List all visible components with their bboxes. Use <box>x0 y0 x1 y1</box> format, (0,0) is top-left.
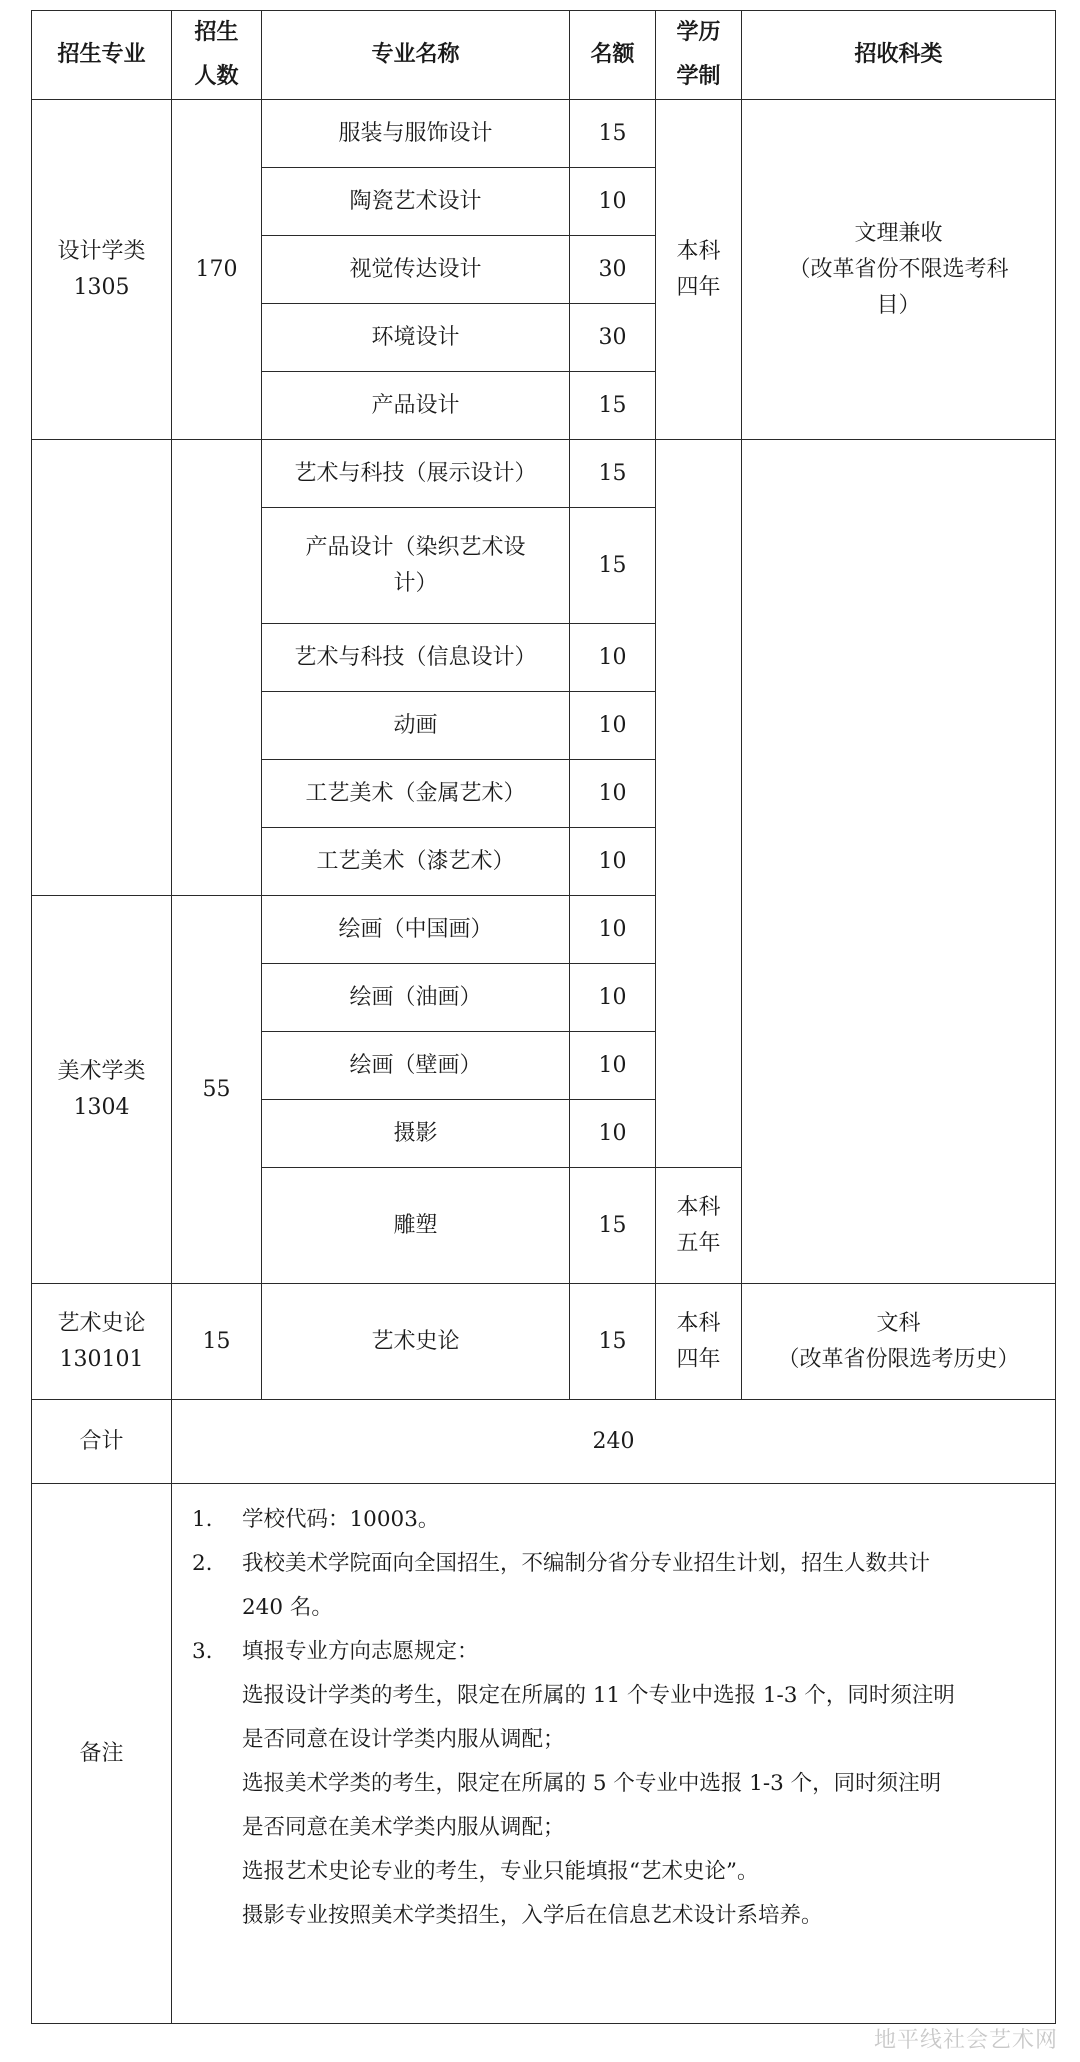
watermark: 地平线社会艺术网 <box>873 2028 1058 2053</box>
specialty-name: 艺术与科技（展示设计） <box>262 440 570 508</box>
specialty-name: 产品设计 <box>262 372 570 440</box>
art-history-total: 15 <box>172 1284 262 1400</box>
specialty-quota: 10 <box>570 828 656 896</box>
remark-line: 选报艺术史论专业的考生，专业只能填报“艺术史论”。 <box>242 1859 759 1884</box>
header-duration: 学历 学制 <box>656 11 742 100</box>
specialty-name: 摄影 <box>262 1100 570 1168</box>
specialty-quota: 15 <box>570 372 656 440</box>
design-duration: 本科 四年 <box>656 100 742 440</box>
specialty-quota: 10 <box>570 1100 656 1168</box>
specialty-quota: 15 <box>570 1284 656 1400</box>
shared-duration-cell <box>656 440 742 1168</box>
specialty-quota: 10 <box>570 1032 656 1100</box>
specialty-quota: 10 <box>570 964 656 1032</box>
specialty-quota: 10 <box>570 624 656 692</box>
specialty-quota: 10 <box>570 168 656 236</box>
remarks-row <box>32 1484 1056 2024</box>
design-continuation-group-cell <box>32 440 172 896</box>
specialty-name: 艺术史论 <box>262 1284 570 1400</box>
total-row <box>32 1400 1056 1484</box>
shared-category-cell <box>742 440 1056 1284</box>
specialty-name: 雕塑 <box>262 1168 570 1284</box>
specialty-quota: 15 <box>570 100 656 168</box>
header-enrollment: 招生 人数 <box>172 11 262 100</box>
table-row <box>32 440 1056 508</box>
specialty-quota: 15 <box>570 440 656 508</box>
remarks-label: 备注 <box>32 1484 172 2024</box>
header-subject-category: 招收科类 <box>742 11 1056 100</box>
specialty-quota: 30 <box>570 236 656 304</box>
remark-line: 240 名。 <box>242 1595 333 1620</box>
remark-line: 3. 填报专业方向志愿规定： <box>192 1639 479 1664</box>
remark-line: 2. 我校美术学院面向全国招生，不编制分省分专业招生计划，招生人数共计 <box>192 1551 931 1576</box>
art-history-group-cell: 艺术史论 130101 <box>32 1284 172 1400</box>
specialty-name: 服装与服饰设计 <box>262 100 570 168</box>
specialty-name: 绘画（油画） <box>262 964 570 1032</box>
specialty-quota: 15 <box>570 1168 656 1284</box>
specialty-name: 视觉传达设计 <box>262 236 570 304</box>
specialty-name: 绘画（中国画） <box>262 896 570 964</box>
specialty-name: 绘画（壁画） <box>262 1032 570 1100</box>
design-group-cell: 设计学类 1305 <box>32 100 172 440</box>
specialty-name: 环境设计 <box>262 304 570 372</box>
specialty-quota: 15 <box>570 508 656 624</box>
enrollment-plan-table <box>31 10 1056 2024</box>
fine-arts-total: 55 <box>172 896 262 1284</box>
remark-line: 是否同意在美术学类内服从调配； <box>242 1815 565 1840</box>
remarks-content <box>172 1484 1056 2024</box>
header-row <box>32 11 1056 100</box>
specialty-name: 工艺美术（金属艺术） <box>262 760 570 828</box>
specialty-quota: 10 <box>570 692 656 760</box>
total-value: 240 <box>172 1400 1056 1484</box>
specialty-name: 艺术与科技（信息设计） <box>262 624 570 692</box>
design-continuation-total-cell <box>172 440 262 896</box>
design-total: 170 <box>172 100 262 440</box>
table-row <box>32 100 1056 168</box>
header-specialty-name: 专业名称 <box>262 11 570 100</box>
specialty-name: 产品设计（染织艺术设 计） <box>262 508 570 624</box>
remark-line: 1. 学校代码：10003。 <box>192 1507 440 1532</box>
specialty-name: 陶瓷艺术设计 <box>262 168 570 236</box>
specialty-name: 工艺美术（漆艺术） <box>262 828 570 896</box>
remark-line: 摄影专业按照美术学类招生，入学后在信息艺术设计系培养。 <box>242 1903 823 1928</box>
remark-line: 选报美术学类的考生，限定在所属的 5 个专业中选报 1-3 个，同时须注明 <box>242 1771 942 1796</box>
remark-line: 是否同意在设计学类内服从调配； <box>242 1727 565 1752</box>
sculpture-duration: 本科 五年 <box>656 1168 742 1284</box>
design-subject-category: 文理兼收 （改革省份不限选考科 目） <box>742 100 1056 440</box>
art-history-duration: 本科 四年 <box>656 1284 742 1400</box>
specialty-name: 动画 <box>262 692 570 760</box>
header-major-group: 招生专业 <box>32 11 172 100</box>
total-label: 合计 <box>32 1400 172 1484</box>
art-history-subject-category: 文科 （改革省份限选考历史） <box>742 1284 1056 1400</box>
remark-line: 选报设计学类的考生，限定在所属的 11 个专业中选报 1-3 个，同时须注明 <box>242 1683 955 1708</box>
header-quota: 名额 <box>570 11 656 100</box>
fine-arts-group-cell: 美术学类 1304 <box>32 896 172 1284</box>
specialty-quota: 10 <box>570 760 656 828</box>
specialty-quota: 10 <box>570 896 656 964</box>
specialty-quota: 30 <box>570 304 656 372</box>
table-row <box>32 1284 1056 1400</box>
